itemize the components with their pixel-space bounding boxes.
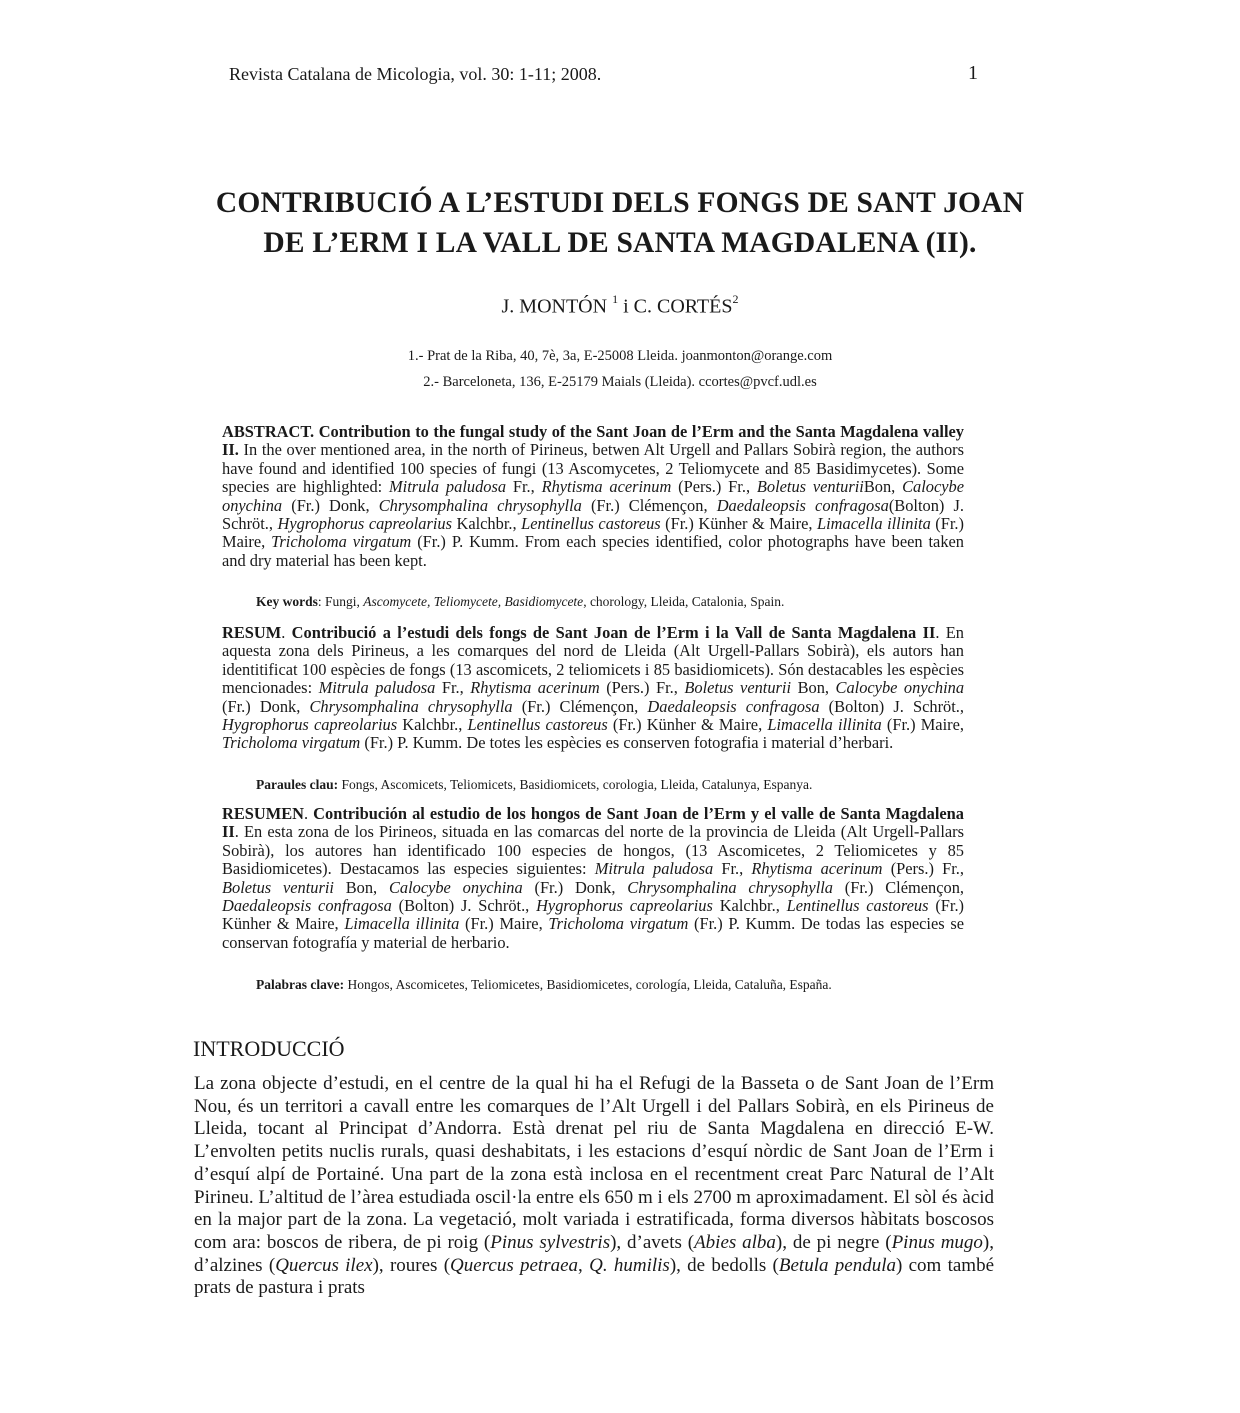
species-name: Quercus petraea	[450, 1254, 579, 1276]
species-name: Lentinellus castoreus	[521, 514, 661, 534]
resumen-text: . En esta zona de los Pirineos, situada en las comarcas del norte de la provincia de Lleida (Alt Urgell-Pallars Sobirà), los autores han identificado 100 especies de hongos, (13 Ascomicetes, 2 Teliomicetes y 85 Basidiomicetes). Destacamos las especies siguientes:	[222, 822, 964, 879]
author-2-superscript: 2	[732, 292, 739, 306]
resumen-text: (Fr.) Maire,	[459, 914, 549, 934]
species-name: Calocybe onychina	[388, 877, 523, 897]
abstract-text: (Fr.) P. Kumm. From each species identified, color photographs have been taken and dry material has been kept.	[222, 532, 965, 570]
species-name: Mitrula paludosa	[594, 859, 714, 879]
resumen-text: Kalchbr.,	[712, 896, 787, 916]
species-name: Limacella illinita	[817, 514, 931, 534]
resum-text: (Fr.) Maire,	[881, 715, 964, 735]
species-name: Tricholoma virgatum	[222, 733, 361, 753]
abstract-text: In the over mentioned area, in the north of Pirineus, betwen Alt Urgell and Pallars Sobirà region, the authors have found and identified 100 species of fungi (13 Ascomycetes, 2 Teliomycete and 85 Basidimycetes). Some species are highlighted:	[222, 440, 964, 497]
resumen-text: (Fr.) P. Kumm. De todas las especies se conservan fotografía y material de herbario.	[222, 914, 964, 952]
keywords-label: Paraules clau:	[256, 777, 339, 792]
resum-title: Contribució a l’estudi dels fongs de Sant Joan de l’Erm i la Vall de Santa Magdalena II	[291, 623, 936, 642]
species-name: Chrysomphalina chrysophylla	[378, 495, 582, 515]
species-name: Q. humilis	[589, 1254, 670, 1276]
resum-text: . En aquesta zona dels Pirineus, a les comarques del nord de Lleida (Alt Urgell-Pallars Sobirà), els autors han identitificat 100 espècies de fongs (13 ascomicets, 2 teliomicets i 85 basidiomicets). Són destacables les espècies mencionades:	[222, 623, 964, 698]
resum-label: RESUM	[222, 623, 282, 642]
keywords-label: Palabras clave:	[256, 977, 345, 992]
author-2: C. CORTÉS	[633, 295, 733, 318]
species-name: Betula pendula	[778, 1254, 896, 1276]
abstract-spanish: RESUMEN. Contribución al estudio de los hongos de Sant Joan de l’Erm y el valle de Santa Magdalena II. En esta zona de los Pirineos, situada en las comarcas del norte de la provincia de Lleida (Alt Urgell-Pallars Sobirà), los autores han identificado 100 especies de hongos, (13 Ascomicetes, 2 Teliomicetes y 85 Basidiomicetes). Destacamos las especies siguientes: Mitrula paludosa Fr., Rhytisma acerinum (Pers.) Fr., Boletus venturii Bon, Calocybe onychina (Fr.) Donk, Chrysomphalina chrysophylla (Fr.) Clémençon, Daedaleopsis confragosa (Bolton) J. Schröt., Hygrophorus capreolarius Kalchbr., Lentinellus castoreus (Fr.) Künher & Maire, Limacella illinita (Fr.) Maire, Tricholoma virgatum (Fr.) P. Kumm. De todas las especies se conservan fotografía y material de herbario.	[222, 804, 964, 952]
abstract-title: Contribution to the fungal study of the Sant Joan de l’Erm and the Santa Magdalena valley II.	[222, 422, 965, 460]
intro-text: ,	[578, 1254, 590, 1276]
resumen-label: RESUMEN	[222, 804, 304, 823]
author-1: J. MONTÓN	[501, 295, 608, 318]
resumen-text: (Fr.) Clémençon,	[833, 877, 964, 897]
page-number: 1	[968, 62, 978, 84]
keywords-text: Hongos, Ascomicetes, Teliomicetes, Basidiomicetes, corología, Lleida, Cataluña, España.	[344, 977, 832, 992]
title-line-2: DE L’ERM I LA VALL DE SANTA MAGDALENA (II).	[263, 227, 977, 259]
species-name: Abies alba	[694, 1231, 776, 1253]
resumen-text: (Fr.) Donk,	[522, 877, 628, 897]
abstract-text: (Fr.) Maire,	[222, 514, 964, 552]
species-name: Mitrula paludosa	[318, 678, 436, 698]
author-conjunction: i	[623, 295, 629, 318]
keywords-catalan	[256, 777, 966, 793]
abstract-text: (Fr.) Donk,	[282, 495, 379, 515]
resumen-text: (Fr.) Künher & Maire,	[222, 896, 964, 934]
resum-text: (Fr.) Künher & Maire,	[607, 715, 768, 735]
abstract-text: (Fr.) Künher & Maire,	[660, 514, 818, 534]
species-name: Rhytisma acerinum	[751, 859, 883, 879]
species-name: Pinus mugo	[891, 1231, 983, 1253]
species-name: Boletus venturii	[222, 877, 334, 897]
keywords-english	[256, 594, 966, 610]
abstract-text: (Pers.) Fr.,	[671, 477, 757, 497]
species-name: Rhytisma acerinum	[470, 678, 600, 698]
resum-text: (Fr.) Clémençon,	[512, 696, 648, 716]
abstract-text: Fr.,	[506, 477, 542, 497]
introduction-paragraph	[194, 1073, 994, 1300]
affiliation-2: 2.- Barceloneta, 136, E-25179 Maials (Lleida). ccortes@pvcf.udl.es	[423, 374, 817, 390]
resum-text: Bon,	[791, 678, 836, 698]
keywords-italic: Ascomycete, Teliomycete, Basidiomycete	[363, 594, 584, 609]
species-name: Hygrophorus capreolarius	[277, 514, 452, 534]
species-name: Daedaleopsis confragosa	[222, 896, 392, 916]
resumen-text: (Bolton) J. Schröt.,	[391, 896, 537, 916]
resum-text: (Pers.) Fr.,	[599, 678, 685, 698]
species-name: Pinus sylvestris	[490, 1231, 611, 1253]
keywords-text: , chorology, Lleida, Catalonia, Spain.	[583, 594, 785, 609]
intro-text: La zona objecte d’estudi, en el centre de la qual hi ha el Refugi de la Basseta o de Sant Joan de l’Erm Nou, és un territori a cavall entre les comarques de l’Alt Urgell i del Pallars Sobirà, en els Pirineus de Lleida, tocant al Principat d’Andorra. Està drenat pel riu de Santa Magdalena en direcció E-W. L’envolten petits nuclis rurals, quasi deshabitats, i les estacions d’esquí nòrdic de Sant Joan de l’Erm i d’esquí alpí de Portainé. Una part de la zona està inclosa en el recentment creat Parc Natural de l’Alt Pirineu. L’altitud de l’àrea estudiada oscil·la entre els 650 m i els 2700 m aproximadament. El sòl és àcid en la major part de la zona. La vegetació, molt variada i estratificada, forma diversos hàbitats boscosos com ara: boscos de ribera, de pi roig (	[194, 1073, 994, 1253]
abstract-english: ABSTRACT. Contribution to the fungal study of the Sant Joan de l’Erm and the Santa Magdalena valley II. In the over mentioned area, in the north of Pirineus, betwen Alt Urgell and Pallars Sobirà region, the authors have found and identified 100 species of fungi (13 Ascomycetes, 2 Teliomycete and 85 Basidimycetes). Some species are highlighted: Mitrula paludosa Fr., Rhytisma acerinum (Pers.) Fr., Boletus venturiiBon, Calocybe onychina (Fr.) Donk, Chrysomphalina chrysophylla (Fr.) Clémençon, Daedaleopsis confragosa(Bolton) J. Schröt., Hygrophorus capreolarius Kalchbr., Lentinellus castoreus (Fr.) Künher & Maire, Limacella illinita (Fr.) Maire, Tricholoma virgatum (Fr.) P. Kumm. From each species identified, color photographs have been taken and dry material has been kept.	[222, 422, 965, 570]
keywords-text: : Fungi,	[317, 594, 364, 609]
resum-text: (Fr.) Donk,	[222, 696, 310, 716]
species-name: Boletus venturii	[684, 678, 792, 698]
intro-text: ), d’alzines (	[194, 1231, 994, 1276]
affiliation-1: 1.- Prat de la Riba, 40, 7è, 3a, E-25008 Lleida. joanmonton@orange.com	[407, 348, 833, 364]
species-name: Limacella illinita	[767, 715, 882, 735]
intro-text: ), de pi negre (	[775, 1231, 892, 1253]
keywords-text: Fongs, Ascomicets, Teliomicets, Basidiomicets, corologia, Lleida, Catalunya, Espanya.	[338, 777, 813, 792]
intro-text: ), de bedolls (	[669, 1254, 779, 1276]
species-name: Daedaleopsis confragosa	[716, 495, 889, 515]
section-heading-introduction: INTRODUCCIÓ	[193, 1036, 345, 1061]
abstract-text: Kalchbr.,	[451, 514, 522, 534]
resumen-text: Fr.,	[713, 859, 752, 879]
species-name: Daedaleopsis confragosa	[647, 696, 820, 716]
intro-text: ) com també prats de pastura i prats	[194, 1254, 995, 1299]
resumen-title: Contribución al estudio de los hongos de Sant Joan de l’Erm y el valle de Santa Magdalena II	[222, 804, 964, 842]
author-1-superscript: 1	[612, 292, 619, 306]
article-title	[150, 183, 1090, 263]
species-name: Calocybe onychina	[835, 678, 965, 698]
species-name: Hygrophorus capreolarius	[536, 896, 713, 916]
keywords-label: Key words	[256, 594, 318, 609]
species-name: Calocybe onychina	[222, 477, 964, 515]
species-name: Chrysomphalina chrysophylla	[627, 877, 833, 897]
abstract-text: Bon,	[863, 477, 903, 497]
species-name: Rhytisma acerinum	[541, 477, 672, 497]
species-name: Lentinellus castoreus	[467, 715, 608, 735]
abstract-text: (Fr.) Clémençon,	[581, 495, 717, 515]
title-line-1: CONTRIBUCIÓ A L’ESTUDI DELS FONGS DE SANT JOAN	[215, 187, 1025, 219]
resumen-text: (Pers.) Fr.,	[882, 859, 964, 879]
resum-text: Kalchbr.,	[397, 715, 468, 735]
abstract-label: ABSTRACT	[222, 422, 311, 441]
species-name: Limacella illinita	[344, 914, 460, 934]
abstract-catalan: RESUM. Contribució a l’estudi dels fongs de Sant Joan de l’Erm i la Vall de Santa Magdalena II. En aquesta zona dels Pirineus, a les comarques del nord de Lleida (Alt Urgell-Pallars Sobirà), els autors han identitificat 100 espècies de fongs (13 ascomicets, 2 teliomicets i 85 basidiomicets). Són destacables les espècies mencionades: Mitrula paludosa Fr., Rhytisma acerinum (Pers.) Fr., Boletus venturii Bon, Calocybe onychina (Fr.) Donk, Chrysomphalina chrysophylla (Fr.) Clémençon, Daedaleopsis confragosa (Bolton) J. Schröt., Hygrophorus capreolarius Kalchbr., Lentinellus castoreus (Fr.) Künher & Maire, Limacella illinita (Fr.) Maire, Tricholoma virgatum (Fr.) P. Kumm. De totes les espècies es conserven fotografia i material d’herbari.	[222, 623, 965, 753]
authors-line	[150, 294, 1090, 319]
journal-citation: Revista Catalana de Micologia, vol. 30: 1-11; 2008.	[229, 64, 602, 84]
intro-text: ), d’avets (	[610, 1231, 695, 1253]
species-name: Quercus ilex	[275, 1254, 373, 1276]
species-name: Chrysomphalina chrysophylla	[309, 696, 513, 716]
resumen-text: Bon,	[333, 877, 389, 897]
abstract-text: (Bolton) J. Schröt.,	[222, 495, 964, 534]
species-name: Boletus venturii	[756, 477, 864, 497]
species-name: Hygrophorus capreolarius	[222, 715, 398, 735]
species-name: Tricholoma virgatum	[271, 532, 412, 552]
resum-text: Fr.,	[435, 678, 471, 698]
species-name: Tricholoma virgatum	[548, 914, 689, 934]
intro-text: ), roures (	[372, 1254, 451, 1276]
resum-text: (Fr.) P. Kumm. De totes les espècies es conserven fotografia i material d’herbari.	[360, 733, 894, 753]
species-name: Mitrula paludosa	[389, 477, 507, 497]
keywords-spanish	[256, 977, 966, 993]
resum-text: (Bolton) J. Schröt.,	[819, 696, 964, 716]
species-name: Lentinellus castoreus	[786, 896, 929, 916]
